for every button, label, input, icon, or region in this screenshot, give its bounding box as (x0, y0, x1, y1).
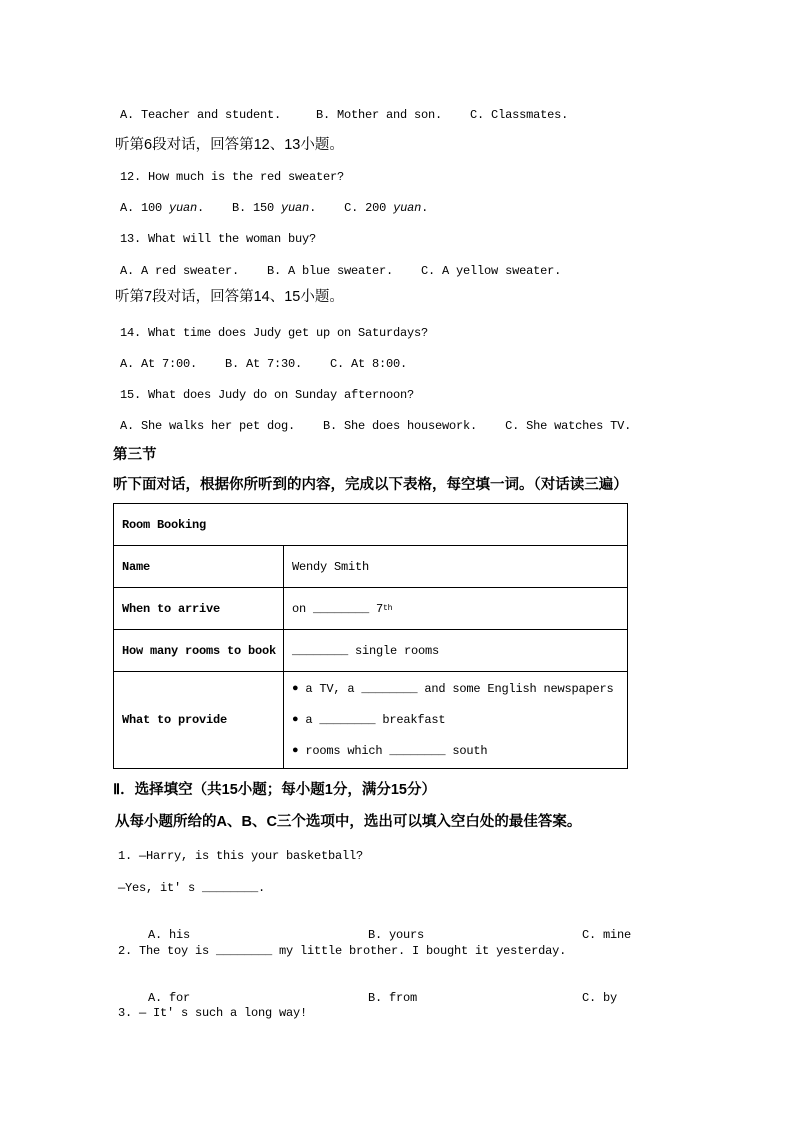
question-13: 13. What will the woman buy? (120, 232, 317, 246)
currency-word: yuan (393, 201, 422, 215)
row-value-provide (284, 672, 627, 768)
bullet-text: a ________ breakfast (305, 713, 446, 727)
choice-q2: 2. The toy is ________ my little brother. I bought it yesterday. (118, 944, 567, 958)
section-3-title: 第三节 (113, 447, 157, 463)
choice-q3-line1: 3. — It' s such a long way! (118, 1006, 308, 1020)
option-text: . B. 150 (197, 201, 282, 215)
option-a: A. for (148, 991, 191, 1005)
section-3-instruction: 听下面对话，根据你所听到的内容，完成以下表格，每空填一词。（对话读三遍） (113, 477, 628, 493)
option-text: . (421, 201, 429, 215)
choice-section-heading: Ⅱ．选择填空（共15小题；每小题1分，满分15分） (113, 782, 436, 798)
bullet-text: a TV, a ________ and some English newspapers (305, 682, 614, 696)
option-b: B. yours (368, 928, 425, 942)
question-12: 12. How much is the red sweater? (120, 170, 345, 184)
question-14-options: A. At 7:00. B. At 7:30. C. At 8:00. (120, 357, 408, 371)
option-text: A. 100 (120, 201, 170, 215)
row-label-arrive: When to arrive (114, 588, 284, 629)
bullet-icon: ● (292, 714, 299, 726)
question-15-options: A. She walks her pet dog. B. She does housework. C. She watches TV. (120, 419, 632, 433)
question-14: 14. What time does Judy get up on Saturdays? (120, 326, 429, 340)
provide-bullet-3 (292, 743, 487, 759)
choice-q1-line1: 1. —Harry, is this your basketball? (118, 849, 364, 863)
currency-word: yuan (281, 201, 310, 215)
table-row-provide (114, 672, 627, 768)
question-12-options (120, 200, 428, 216)
dialog-6-intro: 听第6段对话，回答第12、13小题。 (115, 137, 344, 153)
question-13-options: A. A red sweater. B. A blue sweater. C. A yellow sweater. (120, 264, 562, 278)
arrive-blank-text: on ________ 7 (292, 601, 384, 616)
bullet-icon: ● (292, 683, 299, 695)
option-b: B. from (368, 991, 418, 1005)
row-label-name: Name (114, 546, 284, 587)
provide-bullet-1 (292, 681, 613, 697)
room-booking-table (113, 503, 628, 769)
bullet-icon: ● (292, 745, 299, 757)
currency-word: yuan (169, 201, 198, 215)
question-11-options: A. Teacher and student. B. Mother and son. C. Classmates. (120, 108, 569, 122)
table-title: Room Booking (122, 517, 207, 532)
question-15: 15. What does Judy do on Sunday afternoon? (120, 388, 415, 402)
table-row-name (114, 546, 627, 588)
table-row-arrive (114, 588, 627, 630)
row-value-rooms: ________ single rooms (292, 643, 440, 658)
row-value-arrive: on ________ 7 th (292, 601, 393, 616)
option-text: . C. 200 (309, 201, 394, 215)
bullet-text: rooms which ________ south (305, 744, 488, 758)
option-c: C. mine (582, 928, 632, 942)
table-row-title (114, 504, 627, 546)
row-value-name: Wendy Smith (292, 559, 370, 574)
choice-q1-line2: —Yes, it' s ________. (118, 881, 266, 895)
option-a: A. his (148, 928, 191, 942)
row-label-rooms: How many rooms to book (114, 630, 284, 671)
dialog-7-intro: 听第7段对话，回答第14、15小题。 (115, 289, 344, 305)
option-c: C. by (582, 991, 618, 1005)
provide-bullet-2 (292, 712, 445, 728)
row-label-provide: What to provide (114, 672, 284, 768)
table-row-rooms (114, 630, 627, 672)
choice-section-instruction: 从每小题所给的A、B、C三个选项中，选出可以填入空白处的最佳答案。 (115, 814, 582, 830)
